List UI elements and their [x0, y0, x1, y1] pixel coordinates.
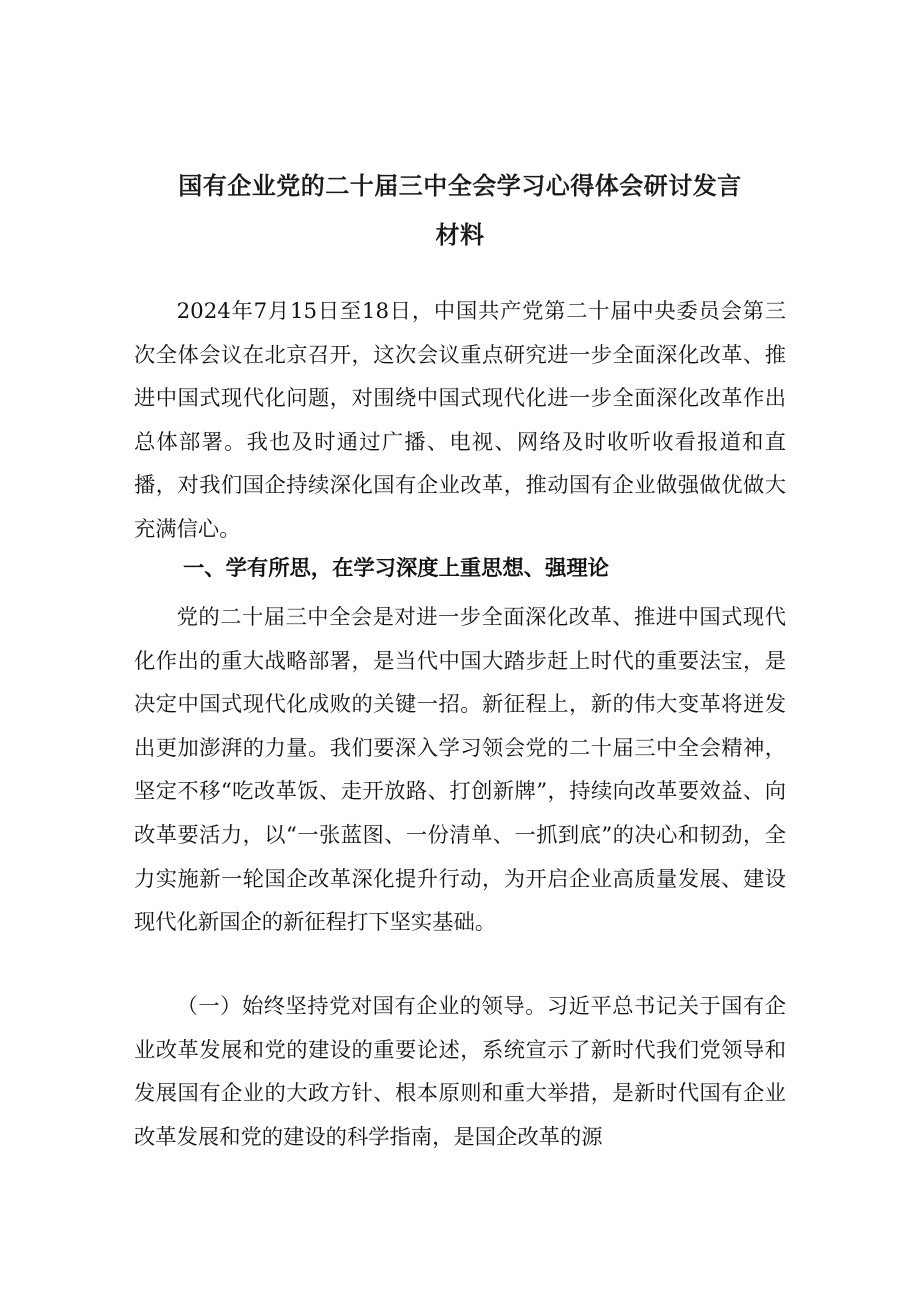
document-title-line-1: 国有企业党的二十届三中全会学习心得体会研讨发言: [178, 172, 742, 200]
subsection-1-paragraph: （一）始终坚持党对国有企业的领导。习近平总书记关于国有企业改革发展和党的建设的重要论述，系统宣示了新时代我们党领导和发展国有企业的大政方针、根本原则和重大举措，是新时代国有企业改革发展和党的建设的科学指南，是国企改革的源: [134, 994, 786, 1150]
document-title-line-2: 材料: [435, 221, 485, 249]
intro-paragraph: 2024年7月15日至18日，中国共产党第二十届中央委员会第三次全体会议在北京召开，这次会议重点研究进一步全面深化改革、推进中国式现代化问题，对围绕中国式现代化进一步全面深化改革作出总体部署。我也及时通过广播、电视、网络及时收听收看报道和直播，对我们国企持续深化国有企业改革，推动国有企业做强做优做大充满信心。: [134, 299, 786, 542]
section-heading-1: 一、学有所思，在学习深度上重思想、强理论: [183, 556, 609, 581]
section-1-paragraph: 党的二十届三中全会是对进一步全面深化改革、推进中国式现代化作出的重大战略部署，是当代中国大踏步赶上时代的重要法宝，是决定中国式现代化成败的关键一招。新征程上，新的伟大变革将迸发出更加澎湃的力量。我们要深入学习领会党的二十届三中全会精神，坚定不移“吃改革饭、走开放路、打创新牌”，持续向改革要效益、向改革要活力，以“一张蓝图、一份清单、一抓到底”的决心和韧劲，全力实施新一轮国企改革深化提升行动，为开启企业高质量发展、建设现代化新国企的新征程打下坚实基础。: [134, 605, 786, 936]
